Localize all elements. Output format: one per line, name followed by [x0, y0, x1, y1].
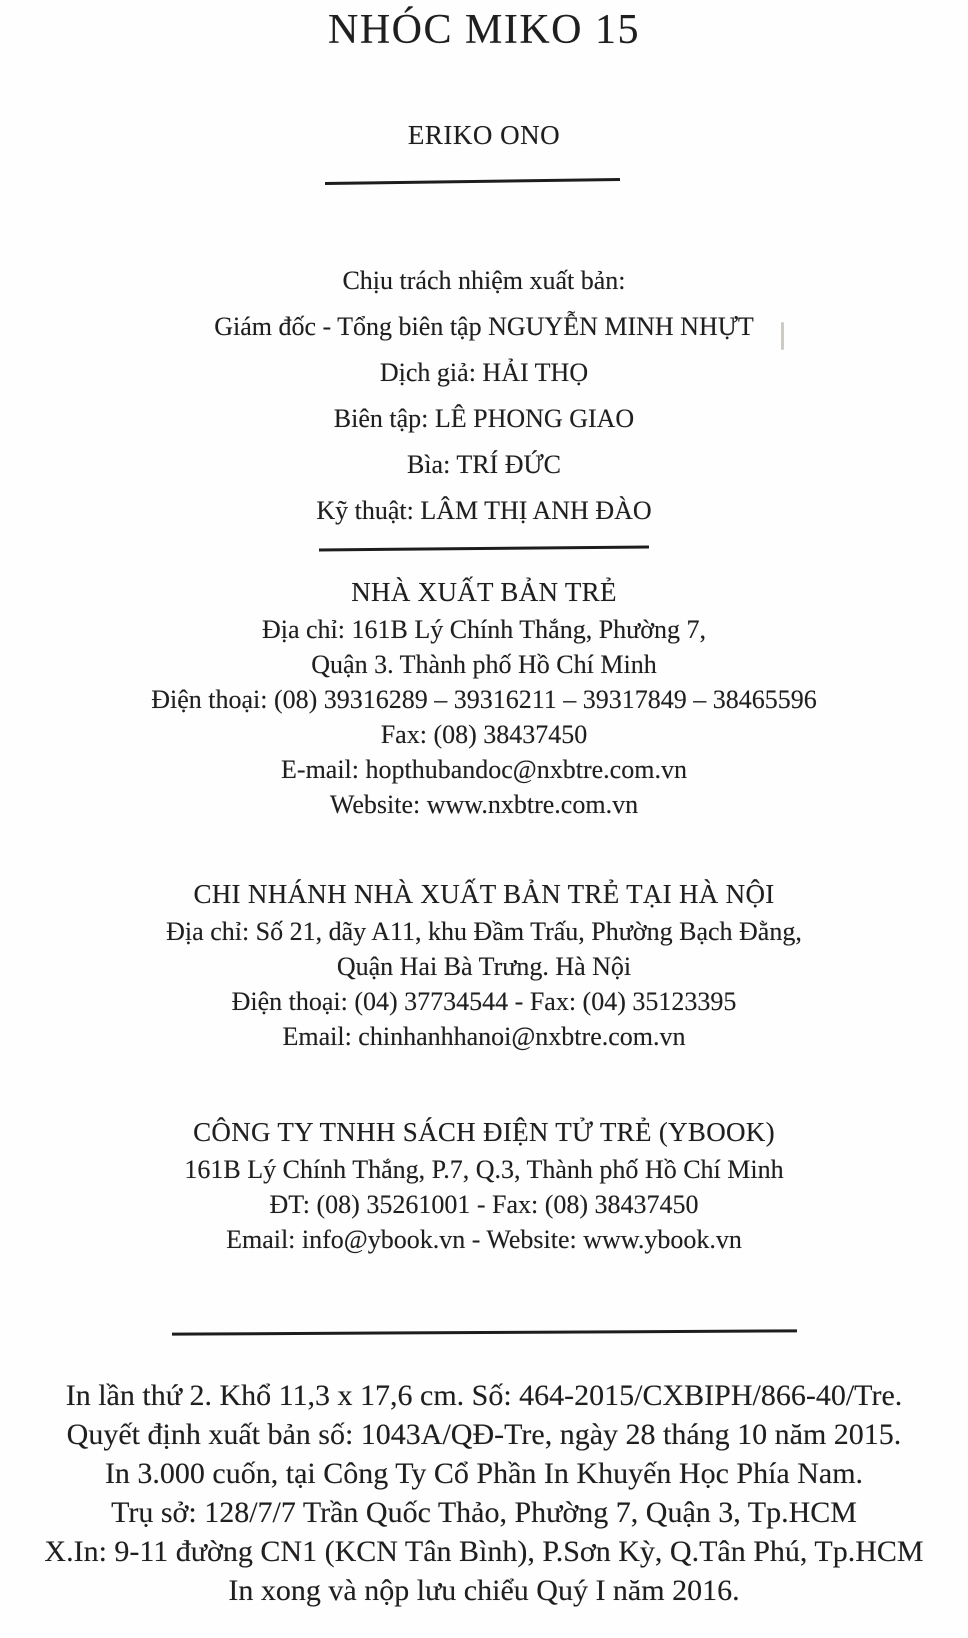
publisher-website: Website: www.nxbtre.com.vn [329, 790, 639, 819]
publisher-section [0, 576, 968, 822]
scan-artifact [781, 322, 784, 350]
responsibility-editor: Biên tập: LÊ PHONG GIAO [333, 404, 635, 433]
book-title: NHÓC MIKO 15 [328, 7, 640, 53]
branch-email: Email: chinhanhhanoi@nxbtre.com.vn [282, 1022, 686, 1051]
responsibility-translator: Dịch giả: HẢI THỌ [379, 358, 589, 387]
publisher-address-line1: Địa chỉ: 161B Lý Chính Thắng, Phường 7, [261, 615, 707, 644]
ebook-company-email-website: Email: info@ybook.vn - Website: www.ybook.vn [226, 1225, 742, 1254]
publisher-phone: Điện thoại: (08) 39316289 – 39316211 – 39317849 – 38465596 [151, 685, 817, 714]
publisher-address-line2: Quận 3. Thành phố Hồ Chí Minh [311, 650, 657, 679]
branch-phone-fax: Điện thoại: (04) 37734544 - Fax: (04) 35123395 [231, 987, 737, 1016]
imprint-printing-workshop: X.In: 9-11 đường CN1 (KCN Tân Bình), P.Sơn Kỳ, Q.Tân Phú, Tp.HCM [44, 1535, 924, 1568]
divider-rule-middle [319, 546, 649, 552]
branch-name: CHI NHÁNH NHÀ XUẤT BẢN TRẺ TẠI HÀ NỘI [193, 879, 775, 909]
imprint-edition-size: In lần thứ 2. Khổ 11,3 x 17,6 cm. Số: 464-2015/CXBIPH/866-40/Tre. [65, 1379, 903, 1412]
ebook-company-phone-fax: ĐT: (08) 35261001 - Fax: (08) 38437450 [269, 1190, 699, 1219]
publisher-email: E-mail: hopthubandoc@nxbtre.com.vn [281, 755, 687, 784]
imprint-decision-number: Quyết định xuất bản số: 1043A/QĐ-Tre, ngày 28 tháng 10 năm 2015. [66, 1418, 902, 1451]
ebook-company-address: 161B Lý Chính Thắng, P.7, Q.3, Thành phố Hồ Chí Minh [184, 1155, 784, 1184]
ebook-company-section [0, 1116, 968, 1257]
responsibility-section [0, 265, 968, 527]
responsibility-director: Giám đốc - Tổng biên tập NGUYỄN MINH NHỰT [214, 312, 754, 341]
divider-rule-top [324, 178, 619, 185]
book-author: ERIKO ONO [407, 120, 561, 150]
imprint-deposit-date: In xong và nộp lưu chiểu Quý I năm 2016. [228, 1574, 740, 1607]
imprint-section [0, 1376, 968, 1610]
publisher-name: NHÀ XUẤT BẢN TRẺ [351, 577, 617, 607]
imprint-printer-headquarters: Trụ sở: 128/7/7 Trần Quốc Thảo, Phường 7, Quận 3, Tp.HCM [111, 1496, 857, 1529]
imprint-print-run: In 3.000 cuốn, tại Công Ty Cổ Phần In Khuyến Học Phía Nam. [104, 1457, 864, 1490]
hanoi-branch-section [0, 878, 968, 1054]
responsibility-cover-designer: Bìa: TRÍ ĐỨC [406, 450, 562, 479]
publisher-fax: Fax: (08) 38437450 [380, 720, 588, 749]
branch-address-line2: Quận Hai Bà Trưng. Hà Nội [336, 952, 632, 981]
responsibility-heading: Chịu trách nhiệm xuất bản: [342, 266, 626, 295]
responsibility-technical: Kỹ thuật: LÂM THỊ ANH ĐÀO [316, 496, 652, 525]
ebook-company-name: CÔNG TY TNHH SÁCH ĐIỆN TỬ TRẺ (YBOOK) [193, 1117, 775, 1147]
branch-address-line1: Địa chỉ: Số 21, dãy A11, khu Đầm Trấu, Phường Bạch Đằng, [166, 917, 802, 946]
divider-rule-bottom [171, 1329, 796, 1335]
